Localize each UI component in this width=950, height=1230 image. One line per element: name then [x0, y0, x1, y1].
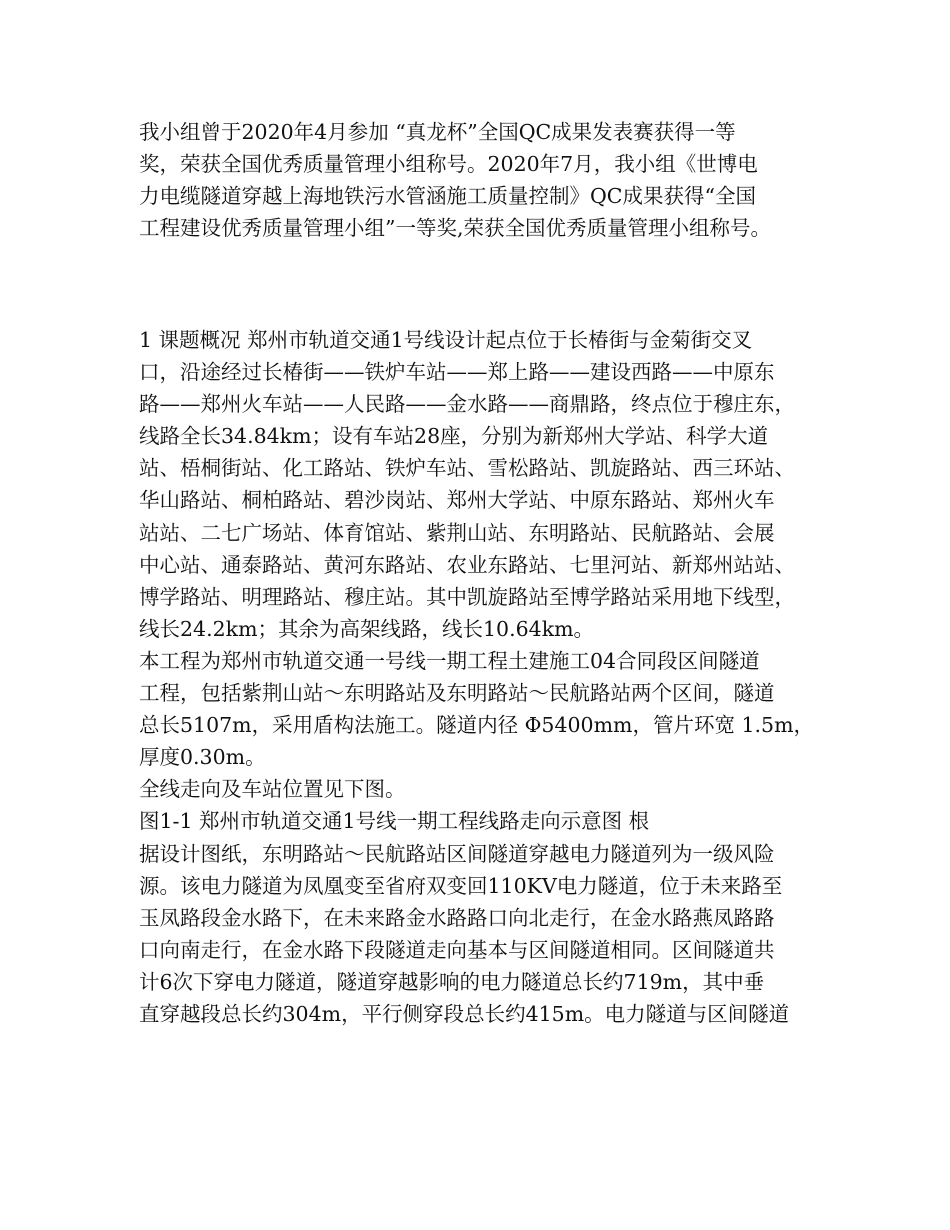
paragraph-qc-awards: 我小组曾于2020年4月参加 “真龙杯”全国QC成果发表赛获得一等 奖，荣获全国优秀质量管理小组称号。2020年7月，我小组《世博电 力电缆隧道穿越上海地铁污水管涵施工质量控制》QC成果获得“全国 工程建设优秀质量管理小组”一等奖,荣获全国优秀质量管理小组称号。: [139, 120, 771, 241]
paragraph-project-overview: 1 课题概况 郑州市轨道交通1号线设计起点位于长椿街与金菊街交叉 口，沿途经过长椿街——铁炉车站——郑上路——建设西路——中原东 路——郑州火车站——人民路——金水路——商鼎路，终点位于穆庄东， 线路全长34.84km；设有车站28座，分别为新郑州大学站、科学大道 站、梧桐街站、化工路站、铁炉车站、雪松路站、凯旋路站、西三环站、 华山路站、桐柏路站、碧沙岗站、郑州大学站、中原东路站、郑州火车 站站、二七广场站、体育馆站、紫荆山站、东明路站、民航路站、会展 中心站、通泰路站、黄河东路站、农业东路站、七里河站、新郑州站站、 博学路站、明理路站、穆庄站。其中凯旋路站至博学路站采用地下线型， 线长24.2km；其余为高架线路，线长10.64km。 本工程为郑州市轨道交通一号线一期工程土建施工04合同段区间隧道 工程，包括紫荆山站～东明路站及东明路站～民航路站两个区间，隧道 总长5107m，采用盾构法施工。隧道内径 Φ5400mm，管片环宽 1.5m， 厚度0.30m。 全线走向及车站位置见下图。 图1-1 郑州市轨道交通1号线一期工程线路走向示意图 根 据设计图纸，东明路站～民航路站区间隧道穿越电力隧道列为一级风险 源。该电力隧道为凤凰变至省府双变回110KV电力隧道，位于未来路至 玉凤路段金水路下，在未来路金水路路口向北走行，在金水路燕凤路路 口向南走行，在金水路下段隧道走向基本与区间隧道相同。区间隧道共 计6次下穿电力隧道，隧道穿越影响的电力隧道总长约719m，其中垂 直穿越段总长约304m，平行侧穿段总长约415m。电力隧道与区间隧道: [139, 328, 815, 1026]
